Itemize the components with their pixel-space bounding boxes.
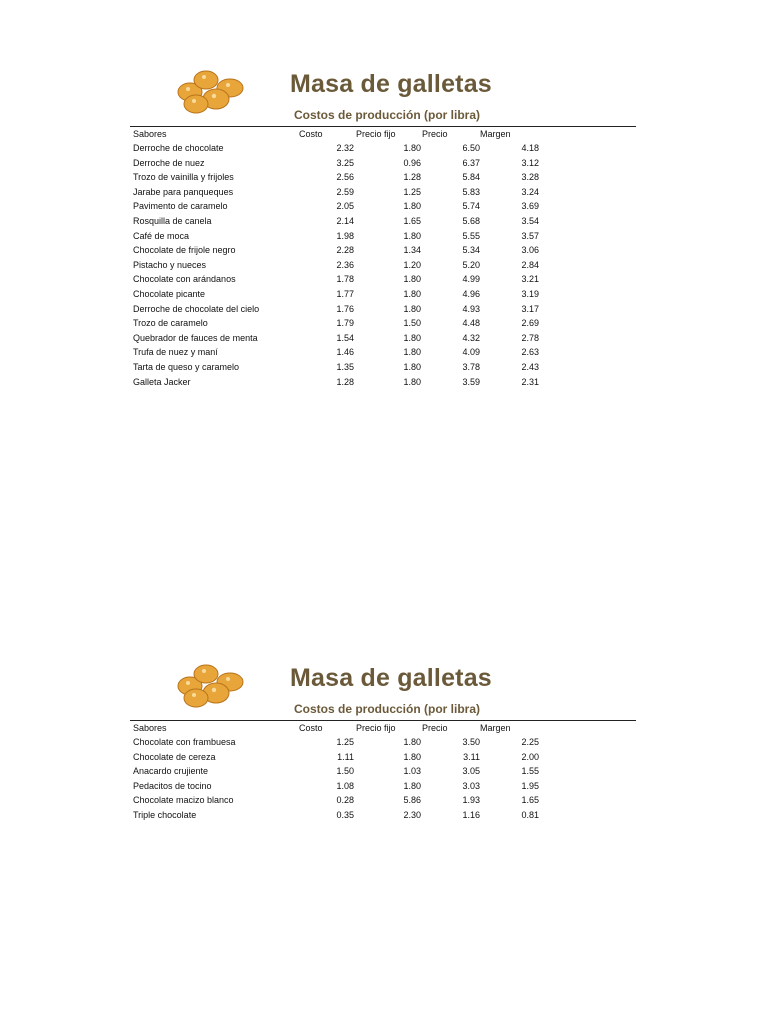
cell-precio-fijo: 1.80 xyxy=(403,737,421,747)
cell-costo: 1.98 xyxy=(336,230,354,241)
cell-margen: 4.18 xyxy=(521,143,539,153)
column-header-costo: Costo xyxy=(299,723,323,733)
table-row xyxy=(0,735,768,749)
cell-sabor: Triple chocolate xyxy=(133,810,197,820)
column-header-sabores: Sabores xyxy=(133,129,167,139)
table-row xyxy=(0,808,768,822)
cell-sabor: Chocolate picante xyxy=(133,289,206,299)
cell-margen: 0.81 xyxy=(521,810,539,820)
cell-precio: 5.74 xyxy=(462,201,480,212)
cell-precio-fijo: 1.34 xyxy=(403,245,421,256)
cell-sabor: Trufa de nuez y maní xyxy=(133,347,218,358)
table-row xyxy=(0,793,768,807)
cell-costo: 2.14 xyxy=(336,216,354,226)
cell-margen: 2.43 xyxy=(521,362,539,372)
cell-sabor: Trozo de caramelo xyxy=(133,318,208,329)
table-row xyxy=(0,360,768,374)
column-header-sabores: Sabores xyxy=(133,723,167,733)
cell-margen: 1.95 xyxy=(521,780,539,791)
cell-margen: 2.63 xyxy=(521,347,539,358)
cell-sabor: Derroche de chocolate xyxy=(133,143,224,153)
column-header-costo: Costo xyxy=(299,129,323,139)
cell-costo: 1.54 xyxy=(336,332,354,343)
cell-precio: 4.96 xyxy=(462,289,480,299)
cell-costo: 1.25 xyxy=(336,737,354,747)
cell-margen: 3.17 xyxy=(521,303,539,314)
cell-costo: 0.35 xyxy=(336,810,354,820)
table-row xyxy=(0,199,768,213)
cell-costo: 1.78 xyxy=(336,274,354,285)
cell-margen: 1.55 xyxy=(521,766,539,777)
cell-precio: 4.99 xyxy=(462,274,480,285)
cell-costo: 1.28 xyxy=(336,376,354,387)
cell-precio-fijo: 1.80 xyxy=(403,274,421,285)
page-title: Masa de galletas xyxy=(290,70,492,98)
cell-costo: 1.11 xyxy=(337,751,354,762)
cell-precio-fijo: 1.80 xyxy=(403,201,421,212)
cell-margen: 3.12 xyxy=(521,157,539,168)
cell-precio: 4.48 xyxy=(462,318,480,329)
cell-precio-fijo: 1.80 xyxy=(403,230,421,241)
cell-sabor: Derroche de chocolate del cielo xyxy=(133,303,260,314)
cell-costo: 0.28 xyxy=(336,795,354,806)
cell-sabor: Pedacitos de tocino xyxy=(133,780,212,791)
cell-costo: 2.28 xyxy=(336,245,354,256)
cell-costo: 2.05 xyxy=(336,201,354,212)
cell-sabor: Café de moca xyxy=(133,230,190,241)
table-row xyxy=(0,141,768,155)
table-row xyxy=(0,170,768,184)
cell-precio-fijo: 1.80 xyxy=(403,751,421,762)
cell-precio: 3.05 xyxy=(462,766,480,777)
cell-margen: 2.25 xyxy=(521,737,539,747)
cell-costo: 1.46 xyxy=(336,347,354,358)
cell-precio-fijo: 1.80 xyxy=(403,289,421,299)
cell-costo: 1.79 xyxy=(336,318,354,329)
cell-precio: 5.84 xyxy=(462,172,480,183)
cell-precio: 5.20 xyxy=(462,259,480,270)
cell-precio-fijo: 1.28 xyxy=(403,172,421,183)
cell-precio: 4.09 xyxy=(462,347,480,358)
cell-margen: 2.78 xyxy=(521,332,539,343)
table-row xyxy=(0,302,768,316)
cell-margen: 2.31 xyxy=(521,376,539,387)
column-header-margen: Margen xyxy=(480,723,511,733)
cell-sabor: Tarta de queso y caramelo xyxy=(133,362,240,372)
cell-sabor: Derroche de nuez xyxy=(133,157,205,168)
page-subtitle: Costos de producción (por libra) xyxy=(294,108,481,122)
table-header xyxy=(0,127,768,141)
cell-margen: 1.65 xyxy=(521,795,539,806)
column-header-precio: Precio xyxy=(422,723,448,733)
cell-sabor: Chocolate de cereza xyxy=(133,751,216,762)
cell-sabor: Trozo de vainilla y frijoles xyxy=(133,172,234,183)
column-header-precio: Precio xyxy=(422,129,448,139)
cell-precio-fijo: 1.80 xyxy=(403,376,421,387)
cell-precio-fijo: 1.03 xyxy=(403,766,421,777)
table-row xyxy=(0,229,768,243)
cell-precio: 5.55 xyxy=(462,230,480,241)
cell-sabor: Quebrador de fauces de menta xyxy=(133,332,258,343)
cell-precio-fijo: 1.80 xyxy=(403,780,421,791)
cookies-icon xyxy=(176,660,248,708)
table-row xyxy=(0,258,768,272)
cell-precio-fijo: 1.80 xyxy=(403,303,421,314)
cell-margen: 3.24 xyxy=(521,186,539,197)
cell-sabor: Chocolate con frambuesa xyxy=(133,737,236,747)
table-header xyxy=(0,721,768,735)
cell-precio-fijo: 1.25 xyxy=(403,186,421,197)
cell-costo: 2.56 xyxy=(336,172,354,183)
table-row xyxy=(0,345,768,359)
cell-costo: 2.32 xyxy=(336,143,354,153)
cell-margen: 3.69 xyxy=(521,201,539,212)
cell-precio: 6.37 xyxy=(462,157,480,168)
cell-sabor: Anacardo crujiente xyxy=(133,766,209,777)
column-header-precio-fijo: Precio fijo xyxy=(356,129,396,139)
cell-sabor: Jarabe para panqueques xyxy=(133,186,234,197)
cell-precio: 3.59 xyxy=(462,376,480,387)
cell-precio-fijo: 1.65 xyxy=(403,216,421,226)
column-header-precio-fijo: Precio fijo xyxy=(356,723,396,733)
column-header-margen: Margen xyxy=(480,129,511,139)
table-row xyxy=(0,214,768,228)
cell-precio-fijo: 1.20 xyxy=(403,259,421,270)
cell-precio-fijo: 1.80 xyxy=(403,143,421,153)
cell-costo: 1.35 xyxy=(336,362,354,372)
cell-precio-fijo: 1.50 xyxy=(403,318,421,329)
cell-sabor: Chocolate con arándanos xyxy=(133,274,236,285)
cell-precio-fijo: 1.80 xyxy=(403,362,421,372)
cell-sabor: Rosquilla de canela xyxy=(133,216,212,226)
cell-precio: 1.16 xyxy=(462,810,480,820)
cell-costo: 1.50 xyxy=(336,766,354,777)
cell-margen: 3.57 xyxy=(521,230,539,241)
cell-margen: 3.06 xyxy=(521,245,539,256)
table-row xyxy=(0,375,768,389)
table-row xyxy=(0,272,768,286)
cell-margen: 3.19 xyxy=(521,289,539,299)
cell-sabor: Chocolate macizo blanco xyxy=(133,795,234,806)
cell-precio-fijo: 2.30 xyxy=(403,810,421,820)
cell-precio-fijo: 1.80 xyxy=(403,347,421,358)
cell-sabor: Galleta Jacker xyxy=(133,376,191,387)
table-row xyxy=(0,331,768,345)
page-subtitle: Costos de producción (por libra) xyxy=(294,702,481,716)
cell-precio-fijo: 5.86 xyxy=(403,795,421,806)
cell-margen: 2.69 xyxy=(521,318,539,329)
cell-margen: 2.00 xyxy=(521,751,539,762)
cell-margen: 2.84 xyxy=(521,259,539,270)
cell-costo: 1.77 xyxy=(336,289,354,299)
cell-precio-fijo: 0.96 xyxy=(403,157,421,168)
cell-precio: 4.93 xyxy=(462,303,480,314)
cell-costo: 2.59 xyxy=(336,186,354,197)
cell-sabor: Pistacho y nueces xyxy=(133,259,207,270)
cell-sabor: Chocolate de frijole negro xyxy=(133,245,236,256)
cell-precio: 3.11 xyxy=(463,751,480,762)
cell-precio-fijo: 1.80 xyxy=(403,332,421,343)
cell-precio: 6.50 xyxy=(462,143,480,153)
cell-precio: 3.50 xyxy=(462,737,480,747)
table-row xyxy=(0,764,768,778)
table-row xyxy=(0,185,768,199)
cell-margen: 3.54 xyxy=(521,216,539,226)
cell-costo: 1.76 xyxy=(336,303,354,314)
cell-precio: 3.03 xyxy=(462,780,480,791)
table-row xyxy=(0,287,768,301)
table-row xyxy=(0,316,768,330)
table-row xyxy=(0,750,768,764)
cookies-icon xyxy=(176,66,248,114)
cell-precio: 1.93 xyxy=(462,795,480,806)
page-title: Masa de galletas xyxy=(290,664,492,692)
table-row xyxy=(0,156,768,170)
table-row xyxy=(0,243,768,257)
cell-precio: 5.68 xyxy=(462,216,480,226)
cell-margen: 3.28 xyxy=(521,172,539,183)
cell-precio: 5.34 xyxy=(462,245,480,256)
cell-precio: 4.32 xyxy=(462,332,480,343)
cell-precio: 5.83 xyxy=(462,186,480,197)
cell-precio: 3.78 xyxy=(462,362,480,372)
cell-margen: 3.21 xyxy=(521,274,539,285)
cell-costo: 2.36 xyxy=(336,259,354,270)
cell-costo: 3.25 xyxy=(336,157,354,168)
cell-sabor: Pavimento de caramelo xyxy=(133,201,228,212)
cell-costo: 1.08 xyxy=(336,780,354,791)
table-row xyxy=(0,779,768,793)
